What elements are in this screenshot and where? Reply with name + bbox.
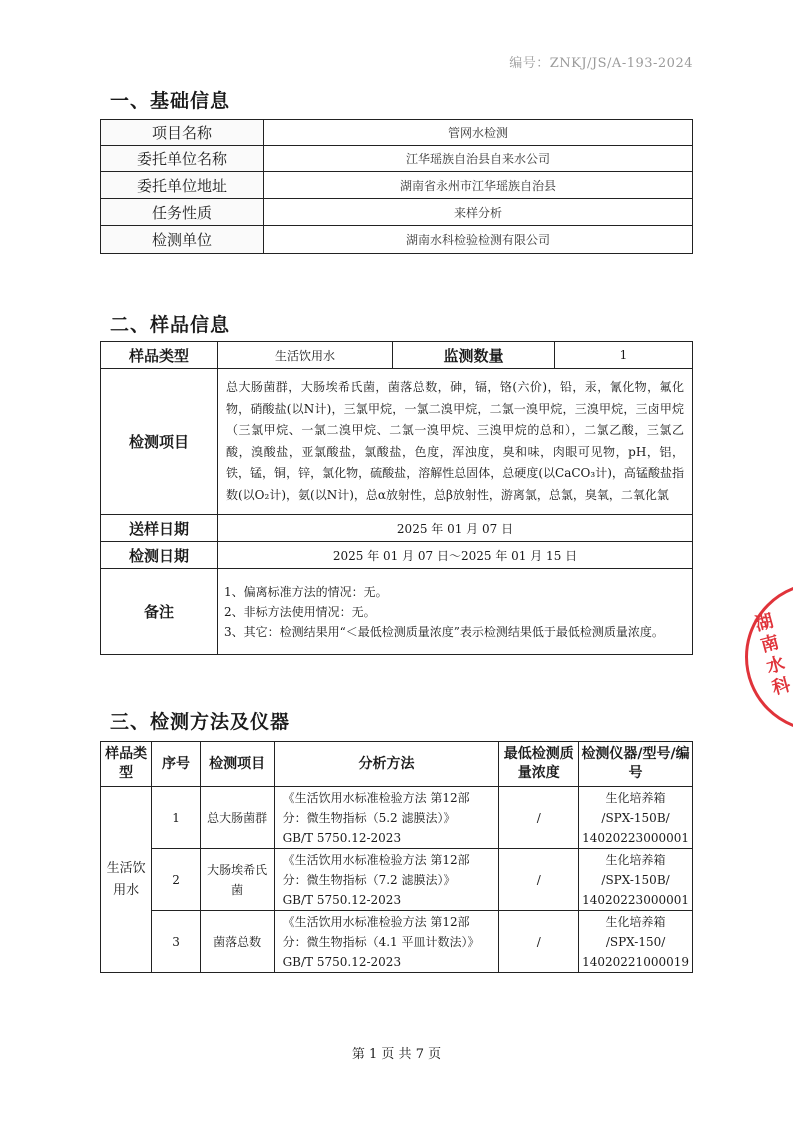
item-cell: 总大肠菌群 (200, 787, 274, 849)
table-row (101, 369, 693, 515)
row-label: 检测单位 (101, 226, 264, 254)
sample-type-value: 生活饮用水 (218, 342, 393, 369)
row-label: 委托单位名称 (101, 146, 264, 172)
instrument-cell (579, 787, 693, 849)
method-line: 分：微生物指标（7.2 滤膜法）》 (282, 872, 456, 887)
table-row (101, 226, 693, 254)
instrument-cell (579, 849, 693, 911)
instrument-line: 14020221000019 (582, 954, 689, 969)
header-seq: 序号 (152, 742, 200, 787)
method-line: 《生活饮用水标准检验方法 第12部 (282, 914, 470, 929)
note-line: 1、偏离标准方法的情况：无。 (224, 584, 388, 599)
sample-info-table (100, 341, 693, 655)
notes-label: 备注 (101, 569, 218, 655)
row-label: 任务性质 (101, 199, 264, 226)
method-line: 分：微生物指标（5.2 滤膜法）》 (282, 810, 456, 825)
item-cell: 菌落总数 (200, 911, 274, 973)
section-title-methods: 三、检测方法及仪器 (110, 711, 291, 733)
method-line: GB/T 5750.12-2023 (282, 892, 402, 907)
methods-table (100, 741, 693, 973)
method-line: GB/T 5750.12-2023 (282, 954, 402, 969)
table-row (101, 120, 693, 146)
instrument-line: 生化培养箱 (605, 790, 666, 805)
method-line: 分：微生物指标（4.1 平皿计数法）》 (282, 934, 480, 949)
table-row (101, 515, 693, 542)
seq-cell: 2 (152, 849, 200, 911)
section-title-sample-info: 二、样品信息 (110, 314, 231, 336)
table-row (101, 172, 693, 199)
item-cell: 大肠埃希氏菌 (200, 849, 274, 911)
table-header-row (101, 742, 693, 787)
sample-type-label: 样品类型 (101, 342, 218, 369)
table-row (101, 542, 693, 569)
min-conc-cell: / (499, 849, 579, 911)
seal-text: 湖南水科 (749, 610, 793, 702)
min-conc-cell: / (499, 911, 579, 973)
table-row (101, 911, 693, 973)
table-row (101, 342, 693, 369)
document-number: 编号：ZNKJ/JS/A-193-2024 (509, 56, 693, 71)
header-min-conc: 最低检测质量浓度 (499, 742, 579, 787)
count-value: 1 (555, 342, 693, 369)
method-line: GB/T 5750.12-2023 (282, 830, 402, 845)
instrument-line: 生化培养箱 (605, 852, 666, 867)
table-row (101, 849, 693, 911)
row-value: 管网水检测 (264, 120, 693, 146)
notes-cell (218, 569, 693, 655)
instrument-line: 14020223000001 (582, 830, 689, 845)
seq-cell: 3 (152, 911, 200, 973)
row-value: 来样分析 (264, 199, 693, 226)
min-conc-cell: / (499, 787, 579, 849)
seq-cell: 1 (152, 787, 200, 849)
method-cell (274, 849, 499, 911)
instrument-line: 14020223000001 (582, 892, 689, 907)
instrument-cell (579, 911, 693, 973)
row-label: 委托单位地址 (101, 172, 264, 199)
row-label: 项目名称 (101, 120, 264, 146)
instrument-line: /SPX-150B/ (601, 810, 670, 825)
table-row (101, 569, 693, 655)
row-value: 湖南水科检验检测有限公司 (264, 226, 693, 254)
send-date-value: 2025 年 01 月 07 日 (218, 515, 693, 542)
method-cell (274, 787, 499, 849)
header-method: 分析方法 (274, 742, 499, 787)
test-date-label: 检测日期 (101, 542, 218, 569)
table-row (101, 199, 693, 226)
section-title-basic-info: 一、基础信息 (110, 90, 231, 112)
table-row (101, 787, 693, 849)
instrument-line: /SPX-150/ (605, 934, 666, 949)
note-line: 3、其它：检测结果用“＜最低检测质量浓度”表示检测结果低于最低检测质量浓度。 (224, 624, 664, 639)
items-text: 总大肠菌群，大肠埃希氏菌，菌落总数，砷，镉，铬(六价)，铅，汞，氰化物，氟化物，硝酸盐(以N计)，三氯甲烷，一氯二溴甲烷，二氯一溴甲烷，三溴甲烷，三卤甲烷（三氯甲烷、一氯二溴甲烷、二氯一溴甲烷、三溴甲烷的总和），二氯乙酸，三氯乙酸，溴酸盐，亚氯酸盐，氯酸盐，色度，浑浊度，臭和味，肉眼可见物，pH，铝，铁，锰，铜，锌，氯化物，硫酸盐，溶解性总固体，总硬度(以CaCO₃计)，高锰酸盐指数(以O₂计)，氨(以N计)，总α放射性，总β放射性，游离氯，总氯，臭氧，二氧化氯 (218, 369, 693, 515)
sample-type-cell: 生活饮用水 (101, 787, 152, 973)
test-date-value: 2025 年 01 月 07 日～2025 年 01 月 15 日 (218, 542, 693, 569)
header-instrument: 检测仪器/型号/编号 (579, 742, 693, 787)
method-line: 《生活饮用水标准检验方法 第12部 (282, 852, 470, 867)
send-date-label: 送样日期 (101, 515, 218, 542)
row-value: 湖南省永州市江华瑶族自治县 (264, 172, 693, 199)
count-label: 监测数量 (393, 342, 555, 369)
method-cell (274, 911, 499, 973)
basic-info-table (100, 119, 693, 254)
instrument-line: 生化培养箱 (605, 914, 666, 929)
table-row (101, 146, 693, 172)
page-footer: 第 1 页 共 7 页 (351, 1047, 442, 1062)
instrument-line: /SPX-150B/ (601, 872, 670, 887)
header-item: 检测项目 (200, 742, 274, 787)
row-value: 江华瑶族自治县自来水公司 (264, 146, 693, 172)
note-line: 2、非标方法使用情况：无。 (224, 604, 376, 619)
method-line: 《生活饮用水标准检验方法 第12部 (282, 790, 470, 805)
header-sample-type: 样品类型 (101, 742, 152, 787)
items-label: 检测项目 (101, 369, 218, 515)
